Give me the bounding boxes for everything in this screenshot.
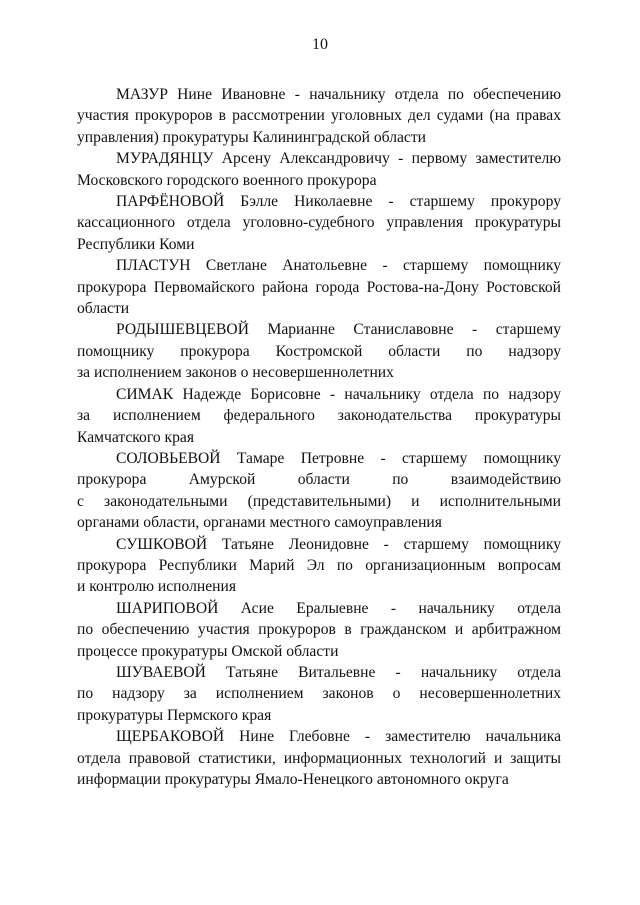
entry-line-name: ПАРФЁНОВОЙ Бэлле Николаевне - старшему прокурору xyxy=(116,193,561,211)
entry-line-name: СИМАК Надежде Борисовне - начальнику отдела по надзору xyxy=(116,385,561,403)
entry-line: помощнику прокурора Костромской области по надзору xyxy=(77,342,561,360)
entry-line: управления) прокуратуры Калининградской области xyxy=(77,128,426,146)
entry-line-name: СОЛОВЬЕВОЙ Тамаре Петровне - старшему помощнику xyxy=(116,449,561,467)
entry-line: за исполнением федерального законодательства прокуратуры xyxy=(77,407,561,425)
entry-line-name: МАЗУР Нине Ивановне - начальнику отдела по обеспечению xyxy=(116,86,561,103)
entry-line: прокурора Республики Марий Эл по организационным вопросам xyxy=(77,556,561,574)
entry-line-name: ШАРИПОВОЙ Асие Ералыевне - начальнику отдела xyxy=(116,599,561,617)
entry-line-name: МУРАДЯНЦУ Арсену Александровичу - первому заместителю xyxy=(116,150,561,168)
entry-line: прокуратуры Пермского края xyxy=(77,706,272,724)
appointment-entry xyxy=(77,319,561,383)
entry-line: и контролю исполнения xyxy=(77,578,237,596)
entry-line-name: РОДЫШЕВЦЕВОЙ Марианне Станиславовне - старшему xyxy=(116,321,561,339)
entry-line: с законодательными (представительными) и исполнительными xyxy=(77,492,561,510)
appointment-entry xyxy=(77,255,561,319)
appointment-entry xyxy=(77,662,561,726)
entry-line-name: СУШКОВОЙ Татьяне Леонидовне - старшему помощнику xyxy=(116,535,561,553)
page-number: 10 xyxy=(312,36,328,53)
entry-line-name: ПЛАСТУН Светлане Анатольевне - старшему помощнику xyxy=(116,257,561,275)
entry-line: отдела правовой статистики, информационных технологий и защиты xyxy=(77,749,561,767)
entry-line: за исполнением законов о несовершеннолетних xyxy=(77,364,394,382)
appointment-entry xyxy=(77,598,561,662)
entry-line: процессе прокуратуры Омской области xyxy=(77,642,339,660)
entry-line: участия прокуроров в рассмотрении уголовных дел судами (на правах xyxy=(77,107,561,125)
entry-line: по надзору за исполнением законов о несовершеннолетних xyxy=(77,685,561,703)
entry-line: по обеспечению участия прокуроров в гражданском и арбитражном xyxy=(77,621,561,639)
entry-line: Московского городского военного прокурора xyxy=(77,171,377,189)
appointment-entry xyxy=(77,534,561,598)
entry-line: прокурора Амурской области по взаимодействию xyxy=(77,471,561,489)
entry-line: информации прокуратуры Ямало-Ненецкого автономного округа xyxy=(77,771,509,788)
entry-line: области xyxy=(77,300,130,318)
document-body xyxy=(77,84,561,790)
appointment-entry xyxy=(77,726,561,790)
appointment-entry xyxy=(77,191,561,255)
entry-line-name: ШУВАЕВОЙ Татьяне Витальевне - начальнику отдела xyxy=(116,663,561,681)
appointment-entry xyxy=(77,448,561,534)
appointment-entry xyxy=(77,148,561,191)
entry-line: Республики Коми xyxy=(77,235,195,253)
entry-line-name: ЩЕРБАКОВОЙ Нине Глебовне - заместителю начальника xyxy=(116,728,561,746)
entry-line: прокурора Первомайского района города Ростова-на-Дону Ростовской xyxy=(77,278,561,296)
entry-line: кассационного отдела уголовно-судебного управления прокуратуры xyxy=(77,214,561,232)
entry-line: органами области, органами местного самоуправления xyxy=(77,514,442,532)
appointment-entry xyxy=(77,84,561,148)
appointment-entry xyxy=(77,384,561,448)
entry-line: Камчатского края xyxy=(77,428,195,446)
